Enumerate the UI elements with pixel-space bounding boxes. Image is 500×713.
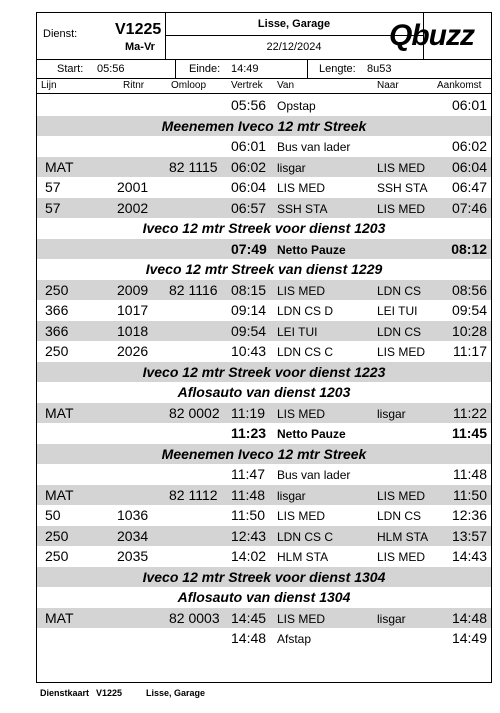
cell-ritnr: 2001 (117, 179, 149, 195)
cell-vertrek: 08:15 (231, 281, 267, 298)
cell-lijn: 50 (45, 507, 61, 523)
col-lijn: Lijn (41, 80, 57, 91)
cell-naar: LIS MED (377, 488, 426, 503)
cell-aankomst: 06:04 (451, 158, 487, 175)
cell-lijn: 366 (45, 322, 69, 339)
pause-row (37, 239, 491, 260)
cell-aankomst: 08:56 (451, 281, 487, 298)
start-value: 05:56 (97, 63, 125, 75)
cell-vertrek: 11:19 (231, 404, 265, 421)
cell-aankomst: 11:22 (453, 404, 487, 421)
cell-vertrek: 10:43 (231, 343, 267, 359)
dienst-label: Dienst: (43, 28, 78, 40)
cell-vertrek: 05:56 (231, 97, 267, 113)
cell-aankomst: 11:48 (453, 466, 487, 482)
section-title: Iveco 12 mtr Streek voor dienst 1203 (142, 220, 386, 236)
cell-lijn: 250 (45, 343, 69, 359)
trip-row (37, 95, 491, 116)
trip-row (37, 198, 491, 219)
cell-ritnr: 1017 (117, 302, 149, 318)
cell-van: LIS MED (277, 611, 326, 626)
cell-lijn: 250 (45, 527, 69, 544)
cell-aankomst: 14:43 (451, 548, 487, 564)
cell-aankomst: 11:17 (453, 343, 487, 359)
footer-location: Lisse, Garage (146, 688, 206, 698)
cell-ritnr: 2034 (117, 527, 149, 544)
trip-row (37, 321, 491, 342)
section-row (37, 116, 491, 137)
trip-row (37, 403, 491, 424)
section-row (37, 444, 491, 465)
cell-van: Netto Pauze (277, 427, 346, 441)
cell-naar: HLM STA (377, 529, 429, 544)
trip-row (37, 628, 491, 649)
section-title: Aflosauto van dienst 1203 (177, 384, 351, 400)
trip-row (37, 526, 491, 547)
cell-vertrek: 14:02 (231, 548, 267, 564)
cell-vertrek: 06:01 (231, 138, 267, 154)
cell-vertrek: 06:02 (231, 158, 267, 175)
cell-aankomst: 06:02 (451, 138, 487, 154)
cell-aankomst: 11:50 (453, 486, 487, 503)
cell-ritnr: 2009 (117, 281, 149, 298)
cell-ritnr: 2002 (117, 199, 149, 216)
section-title: Meenemen Iveco 12 mtr Streek (161, 117, 367, 134)
cell-lijn: 57 (45, 179, 61, 195)
cell-vertrek: 09:54 (231, 322, 267, 339)
cell-van: LEI TUI (277, 324, 318, 339)
cell-aankomst: 06:01 (451, 97, 487, 113)
start-label: Start: (57, 63, 84, 75)
cell-naar: SSH STA (377, 181, 428, 195)
trip-row (37, 300, 491, 321)
section-title: Iveco 12 mtr Streek voor dienst 1304 (142, 568, 386, 585)
col-ritnr: Ritnr (123, 80, 145, 91)
trip-row (37, 157, 491, 178)
cell-van: LIS MED (277, 509, 326, 523)
column-headers (37, 80, 491, 94)
section-title: Iveco 12 mtr Streek voor dienst 1223 (142, 363, 386, 380)
dienst-code: V1225 (115, 21, 162, 38)
cell-van: LIS MED (277, 406, 326, 421)
cell-omloop: 82 0003 (169, 609, 220, 626)
cell-naar: LDN CS (377, 509, 422, 523)
section-title: Iveco 12 mtr Streek van dienst 1229 (145, 261, 383, 277)
cell-lijn: 250 (45, 281, 69, 298)
cell-aankomst: 07:46 (451, 199, 487, 216)
cell-naar: LDN CS (377, 283, 422, 298)
cell-van: LIS MED (277, 181, 326, 195)
cell-naar: LIS MED (377, 160, 426, 175)
cell-aankomst: 12:36 (451, 507, 487, 523)
cell-aankomst: 08:12 (451, 240, 487, 257)
cell-ritnr: 2035 (117, 548, 149, 564)
col-omloop: Omloop (171, 80, 207, 91)
trip-row (37, 505, 491, 526)
section-row (37, 218, 491, 239)
cell-omloop: 82 1116 (169, 281, 218, 298)
section-row (37, 567, 491, 588)
footer-label: Dienstkaart (40, 688, 90, 698)
section-row (37, 587, 491, 608)
cell-vertrek: 11:48 (231, 486, 265, 503)
location: Lisse, Garage (257, 18, 331, 30)
cell-naar: LEI TUI (377, 304, 418, 318)
cell-omloop: 82 0002 (169, 404, 220, 421)
trip-row (37, 485, 491, 506)
trip-row (37, 608, 491, 629)
cell-aankomst: 09:54 (451, 302, 487, 318)
cell-aankomst: 10:28 (451, 322, 487, 339)
trip-row (37, 177, 491, 198)
section-row (37, 382, 491, 403)
cell-aankomst: 06:47 (451, 179, 487, 195)
trip-row (37, 341, 491, 362)
cell-van: Opstap (277, 99, 316, 113)
cell-van: LDN CS D (277, 304, 334, 318)
dienst-days: Ma-Vr (125, 41, 155, 53)
col-naar: Naar (377, 80, 399, 91)
cell-naar: LDN CS (377, 324, 422, 339)
section-row (37, 259, 491, 280)
cell-vertrek: 06:57 (231, 199, 267, 216)
footer-code: V1225 (96, 688, 123, 698)
cell-vertrek: 11:23 (231, 425, 267, 441)
cell-lijn: MAT (45, 158, 74, 175)
cell-naar: LIS MED (377, 550, 426, 564)
dienstkaart (36, 12, 492, 683)
cell-van: Netto Pauze (277, 242, 346, 257)
cell-van: Bus van lader (277, 468, 351, 482)
cell-vertrek: 06:04 (231, 179, 267, 195)
cell-omloop: 82 1115 (169, 158, 218, 175)
section-title: Meenemen Iveco 12 mtr Streek (161, 445, 367, 462)
cell-van: LDN CS C (277, 529, 334, 544)
cell-lijn: 57 (45, 199, 61, 216)
einde-value: 14:49 (231, 63, 259, 75)
trip-row (37, 464, 491, 485)
cell-lijn: 366 (45, 302, 69, 318)
cell-lijn: MAT (45, 404, 74, 421)
pause-row (37, 423, 491, 444)
cell-van: LIS MED (277, 283, 326, 298)
cell-van: LDN CS C (277, 345, 334, 359)
cell-vertrek: 14:48 (231, 630, 267, 646)
cell-omloop: 82 1112 (169, 486, 218, 503)
cell-van: HLM STA (277, 550, 329, 564)
cell-van: Afstap (277, 632, 312, 646)
cell-naar: LIS MED (377, 201, 426, 216)
cell-aankomst: 13:57 (451, 527, 487, 544)
col-aankomst: Aankomst (437, 80, 482, 91)
col-van: Van (277, 80, 295, 91)
cell-lijn: MAT (45, 609, 74, 626)
einde-label: Einde: (189, 63, 221, 75)
time-summary (37, 59, 491, 79)
schedule-rows (37, 95, 491, 649)
cell-vertrek: 07:49 (231, 240, 267, 257)
trip-row (37, 136, 491, 157)
cell-van: lisgar (277, 160, 306, 175)
cell-vertrek: 11:47 (231, 466, 265, 482)
section-row (37, 362, 491, 383)
cell-vertrek: 11:50 (231, 507, 265, 523)
cell-vertrek: 14:45 (231, 609, 267, 626)
col-vertrek: Vertrek (231, 80, 263, 91)
qbuzz-logo: Qbuzz (389, 19, 474, 52)
cell-aankomst: 11:45 (451, 425, 487, 441)
trip-row (37, 280, 491, 301)
cell-lijn: MAT (45, 486, 74, 503)
cell-vertrek: 12:43 (231, 527, 267, 544)
cell-ritnr: 2026 (117, 343, 149, 359)
cell-ritnr: 1018 (117, 322, 149, 339)
cell-naar: lisgar (377, 611, 406, 626)
cell-lijn: 250 (45, 548, 69, 564)
cell-van: SSH STA (277, 201, 328, 216)
date: 22/12/2024 (266, 41, 322, 53)
header (37, 13, 491, 59)
trip-row (37, 546, 491, 567)
section-title: Aflosauto van dienst 1304 (177, 589, 351, 605)
lengte-label: Lengte: (319, 63, 356, 75)
cell-van: Bus van lader (277, 140, 351, 154)
cell-van: lisgar (277, 488, 306, 503)
cell-vertrek: 09:14 (231, 302, 267, 318)
lengte-value: 8u53 (367, 63, 392, 75)
cell-aankomst: 14:48 (451, 609, 487, 626)
cell-naar: lisgar (377, 406, 406, 421)
cell-naar: LIS MED (377, 345, 426, 359)
cell-ritnr: 1036 (117, 507, 149, 523)
cell-aankomst: 14:49 (451, 630, 487, 646)
